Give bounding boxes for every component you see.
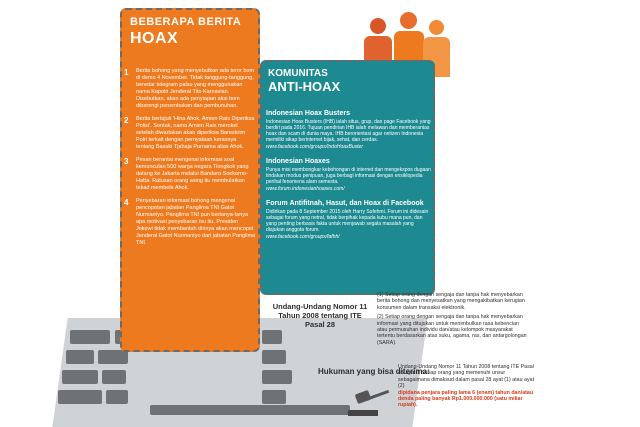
gavel-icon — [346, 388, 394, 418]
community-description: Indonesian Hoax Busters (IHB) ialah situs, grup, dan page Facebook yang berdiri pada 2016. Tujuan pendirian IHB ialah melawan dan memberantas hoax dan scam di dunia maya. IHB berorientasi agar netizen Indonesia memiliki sikap berinternet bijak, sehat, dan cerdas. — [266, 119, 431, 143]
hoax-item-number: 3 — [124, 157, 129, 166]
hoax-item — [124, 157, 256, 192]
hoax-item-text: Berita bertajuk 'Hina Ahok, Amien Rais Diperiksa Polisi'. Sontak, nama Amien Rais merokel setelah diwartakan akan diperiksa Bareskrim Polri terkait dengan pernyataan kerasnya tentang Basuki Tjahaja Purnama alias Ahok. — [136, 116, 255, 150]
community-title-line1: KOMUNITAS — [268, 68, 328, 79]
punishment-title: Hukuman yang bisa diterima: — [318, 367, 430, 376]
community-list — [266, 110, 432, 248]
community-name: Forum Antifitnah, Hasut, dan Hoax di Facebook — [266, 200, 424, 207]
hoax-item — [124, 68, 256, 110]
law-clauses — [377, 292, 527, 349]
community-description: Punya misi membongkar kebohongan di internet dan mengekspos dugaan tindakan modus penipuan, juga berbagi informasi dengan ensiklopedia perihal fenomena alam semesta. — [266, 167, 431, 185]
community-item — [266, 200, 432, 240]
hoax-title-line2: HOAX — [130, 30, 179, 47]
hoax-list — [124, 68, 256, 253]
community-link[interactable]: www.facebook.com/groups/fafhh/ — [266, 234, 340, 240]
hoax-item — [124, 198, 256, 247]
community-link[interactable]: www.forum.indonesianhoaxes.com/ — [266, 186, 345, 192]
hoax-item — [124, 116, 256, 151]
hoax-item-text: Penyebaran informasi bohong mengenai pencopotan jabatan Panglima TNI Gatot Nurmantyo. Panglima TNI pun bertanya-tanya apa motivasi penyebaran isu itu. Presiden Jokowi tidak membantah dirinya akan mencopot Jenderal Gatot Nurmantyo dari jabatan Panglima TNI. — [136, 198, 256, 246]
punishment-text — [398, 364, 538, 409]
community-item — [266, 158, 432, 192]
hoax-item-number: 1 — [124, 68, 129, 77]
punishment-penalty: dipidana penjara paling lama 6 (enam) tahun dan/atau denda paling banyak Rp1.000.000.000 (satu miliar rupiah). — [398, 389, 534, 409]
hoax-title-line1: BEBERAPA BERITA — [130, 16, 242, 28]
community-title-line2: ANTI-HOAX — [268, 79, 341, 94]
hoax-item-number: 2 — [124, 116, 129, 125]
hoax-item-text: Pesan berantai mengenai informasi soal kemunculan 500 warga negara Tiongkok yang datang ke Jakarta melalui Bandara Soekarno-Hatta. Ratusan orang asing itu membulatkan tekad membela Ahok. — [136, 157, 249, 191]
community-description: Didirikan pada 8 September 2015 oleh Harry Sufehmi. Forum ini didesain sebagai forum yang netral, tidak berpihak kepada kubu mana pun, dan yang penting berbasis fakta untuk menjawab segala masalah yang diajukan anggota forum. — [266, 209, 429, 233]
community-item — [266, 110, 432, 150]
community-link[interactable]: www.facebook.com/groups/IndoHoaxBuster — [266, 144, 363, 150]
hoax-item-number: 4 — [124, 198, 129, 207]
law-clause-2: (2) Setiap orang dengan sengaja dan tanpa hak menyebarkan informasi yang ditujukan untuk menimbulkan rasa kebencian atau permusuhan individu dan/atau kelompok masyarakat tertentu berdasarkan atas suku, agama, ras, dan antargolongan (SARA). — [377, 314, 527, 346]
community-name: Indonesian Hoax Busters — [266, 110, 351, 117]
hoax-item-text: Berita bohong yang menyebutkan ada teror bom di demo 4 November. Tidak tanggung-tanggung, beredar telegram palsu yang menggunakan nama Kapolri Jenderal Tito Karnavian. Disebutkan, akan ada penyiapan aksi bom dibarengi penembakan dan pembunuhan. — [136, 68, 255, 109]
punishment-basis: Undang-Undang Nomor 11 Tahun 2008 tentang ITE Pasal 45 ayat 1 Setiap orang yang memenuhi unsur sebagaimana dimaksud dalam pasal 28 ayat (1) atau ayat (2) — [398, 364, 535, 390]
law-title: Undang-Undang Nomor 11 Tahun 2008 tentang ITE Pasal 28 — [272, 302, 368, 329]
law-clause-1: (1) Setiap orang dengan sengaja dan tanpa hak menyebarkan berita bohong dan menyesatkan yang mengakibatkan kerugian konsumen dalam transaksi elektronik. — [377, 292, 525, 311]
community-name: Indonesian Hoaxes — [266, 158, 330, 165]
